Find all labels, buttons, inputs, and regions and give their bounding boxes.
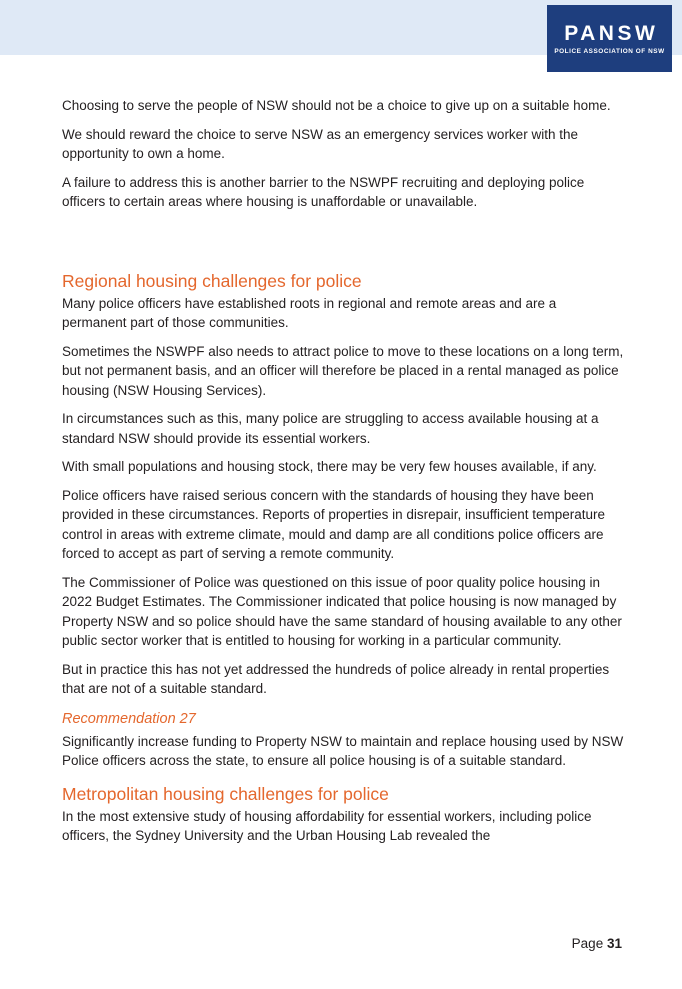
page-content (62, 55, 624, 855)
logo-title: PANSW (564, 21, 659, 45)
regional-paragraph-2: Sometimes the NSWPF also needs to attract police to move to these locations on a long term, but not permanent basis, and an officer will therefore be placed in a rental managed as police housing (NSW Housing Services). (62, 343, 624, 398)
regional-paragraph-6: The Commissioner of Police was questioned on this issue of poor quality police housing in 2022 Budget Estimates. The Commissioner indicated that police housing is now managed by Property NSW and so police should have the same standard of housing available to any other public sector worker that is entitled to housing for working in a particular community. (62, 574, 622, 648)
logo-subtitle: POLICE ASSOCIATION OF NSW (554, 47, 665, 55)
regional-paragraph-4: With small populations and housing stock, there may be very few houses available, if any. (62, 459, 597, 474)
regional-paragraph-3: In circumstances such as this, many police are struggling to access available housing at a standard NSW should provide its essential workers. (62, 411, 599, 446)
page-label: Page (571, 936, 604, 951)
intro-paragraph-1: Choosing to serve the people of NSW should not be a choice to give up on a suitable home. (62, 98, 611, 113)
regional-paragraph-5: Police officers have raised serious concern with the standards of housing they have been provided in these circumstances. Reports of properties in disrepair, insufficient temperature control in areas with extreme climate, mould and damp are all conditions police officers are forced to accept as part of serving a remote community. (62, 487, 606, 561)
page-number: 31 (606, 936, 622, 951)
intro-paragraph-3: A failure to address this is another barrier to the NSWPF recruiting and deploying police officers to certain areas where housing is unaffordable or unavailable. (62, 174, 585, 209)
intro-paragraph-2: We should reward the choice to serve NSW as an emergency services worker with the opportunity to own a home. (62, 126, 578, 161)
regional-paragraph-7: But in practice this has not yet addressed the hundreds of police already in rental properties that are not of a suitable standard. (62, 661, 610, 696)
heading-recommendation-27: Recommendation 27 (62, 710, 196, 727)
regional-paragraph-1: Many police officers have established roots in regional and remote areas and are a permanent part of those communities. (62, 295, 557, 330)
page-footer (572, 936, 622, 952)
metropolitan-paragraph-1: In the most extensive study of housing affordability for essential workers, including police officers, the Sydney University and the Urban Housing Lab revealed the (62, 808, 592, 843)
heading-metropolitan-housing: Metropolitan housing challenges for police (62, 783, 389, 804)
recommendation-body: Significantly increase funding to Property NSW to maintain and replace housing used by NSW Police officers across the state, to ensure all police housing is of a suitable standard. (62, 733, 624, 768)
heading-regional-housing: Regional housing challenges for police (62, 270, 362, 291)
